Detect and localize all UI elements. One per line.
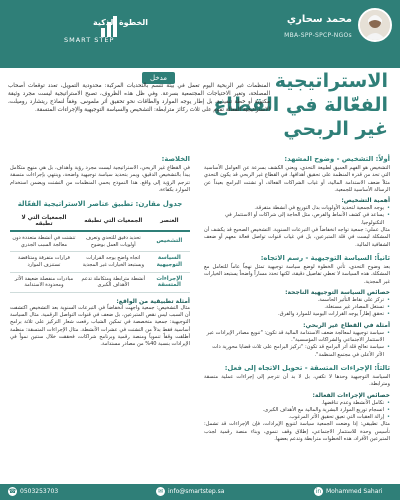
footer-linkedin[interactable]: [314, 487, 383, 496]
intro-paragraph: المنظمات غير الربحية اليوم تعمل في بيئة تتسم بالتحديات المركبة: محدودية التمويل، تعدد توقعات أصحاب المصلحة، وتغير الاحتياجات المجتمعية بسرعة. وفي ظل هذه الظروف، تصبح الاستراتيجية ليست مجرد وثيقة مكتوبة أو خطة تنفيذية، بل إطار يوجه الموارد والطاقات نحو تحقيق أثر ملموس. وفقاً لنماذج ريتشارد روميلت، الاستراتيجية الفعالة تقوم على ثلاث ركائز مترابطة: التشخيص والسياسة التوجيهية والإجراءات المتسقة.: [8, 83, 270, 113]
section-actions-title: ثالثاً: الإجراءات المتسقة - تحويل الاتجاه إلى فعل:: [224, 363, 390, 372]
footer-phone[interactable]: [8, 487, 58, 496]
table-row: [10, 231, 190, 252]
table-cell: أنشطة مترابطة ومتكاملة تدعم الأهداف الكبرى: [78, 272, 149, 292]
section-diagnosis-text: التشخيص هو الفهم العميق لطبيعة التحدي، ويعني الكشف بسرعة عن العوامل الأساسية التي تحد من قدرة المنظمة على تحقيق أهدافها. في القطاع غير الربحي قد يكون التحدي مثلاً ضعف الاستدامة المالية، أو غياب الشراكات الفعالة، أو تشتت البرامج بعيداً عن الرسالة الأساسية للجمعية.: [204, 165, 390, 193]
table-header-row: [10, 212, 190, 231]
phone-icon: ☎: [8, 488, 17, 495]
examples-text: مثال التشخيص: جمعية واجهت انخفاضاً في التبرعات السنوية بعد التشخيص اكتشفت أن السبب ليس نقص المتبرعين، بل ضعف في قنوات التواصل الرقمية. مثال السياسة التوجيهية: جمعية متخصصة في تمكين الشباب رفعت شعار التركيز على ثلاثة برامج أساسية فقط بدلاً من التشتت في عشرات الأنشطة. مثال الإجراءات المتسقة: منظمة أطلقت وقفاً تنموياً ومنصة رقمية وبرنامج شراكات، فحققت خلال سنتين نمواً في الإيرادات بنسبة 40% من مصادر مستدامة.: [10, 304, 190, 348]
actions-bullets: [204, 400, 390, 422]
list-item: • سياسة تعالج قلة أثر البرامج قد تكون: "تركيز البرامج على ثلاث قضايا محورية ذات الأثر الأعلى في مجتمع المنظمة".: [204, 344, 390, 359]
linkedin-icon: in: [315, 488, 322, 495]
conclusion-title: الخلاصة:: [161, 155, 190, 163]
table-cell: تحديد دقيق للتحدي وتعرف أولويات العمل بوضوح: [78, 231, 149, 252]
brand-name-en: SMART STEP: [64, 36, 115, 44]
author-credentials: MBA-SPP-SPCP-NGOs: [284, 32, 352, 39]
table-row: [10, 252, 190, 272]
actions-traits-title: خصائص الإجراءات الفعالة:: [312, 391, 390, 399]
table-header-cell: الجمعيات التي تطبقه: [78, 212, 149, 231]
diagnosis-example: مثال عملي: جمعية تواجه انخفاضاً في التبرعات السنوية. التشخيص الصحيح قد يكشف أن المشكلة ليست في قلة المتبرعين، بل في غياب قنوات تواصل فعالة معهم أو ضعف الشفافية المالية.: [204, 227, 390, 248]
title-line-2: الفعّالة في القطاع: [213, 94, 388, 116]
conclusion-text: في القطاع غير الربحي، الاستراتيجية ليست مجرد رؤية وأهداف، بل هي منهج متكامل يبدأ بالتشخيص الدقيق، ويمر بتحديد سياسة توجيهية واضحة، وينتهي بإجراءات متسقة تترجم الرؤية إلى واقع. هذا النموذج يحمي المنظمات من التشتت ويضمن استخدام الموارد بكفاءة.: [10, 165, 190, 193]
list-item: • يساعد في كشف الأنماط والفرص، مثل الحاجة إلى شراكات أو الاستثمار في التكنولوجيا.: [204, 212, 390, 227]
policy-example-bullets: [204, 330, 390, 359]
comparison-table: [10, 212, 190, 293]
list-item: • انسجام توزيع الموارد البشرية والمالية مع الأهداف الكبرى.: [204, 407, 390, 414]
email-address: info@smartstep.sa: [168, 488, 225, 495]
table-row: [10, 272, 190, 292]
section-policy-title: ثانياً: السياسة التوجيهية - رسم الاتجاه:: [260, 253, 390, 262]
title-line-3: غير الربحي: [283, 118, 388, 140]
footer-email[interactable]: [156, 487, 224, 496]
actions-example: مثال تطبيقي: إذا وضعت الجمعية سياسة لتنويع الإيرادات، فإن الإجراءات قد تشمل: تأسيس وحدة للاستثمار الاجتماعي، إطلاق وقف تنموي، وبناء منصة رقمية لجذب المتبرعين الأفراد، هذه الخطوات مترابطة وتدعم بعضها.: [204, 421, 390, 443]
phone-number: 0503253703: [20, 488, 59, 495]
list-item: • تكامل الأنشطة وعدم تناقضها.: [204, 400, 390, 407]
author-avatar: [358, 8, 392, 42]
list-item: • تحقق إطاراً يوجه القرارات اليومية للموارد والفرق.: [204, 311, 390, 318]
table-cell: تتشتت في أنشطة متعددة دون معالجة السبب الجذري: [10, 231, 78, 252]
linkedin-name: Mohammed Sahari: [326, 488, 383, 495]
policy-traits-title: خصائص السياسة التوجيهية الناجحة:: [285, 288, 390, 296]
title-line-1: الاستراتيجية: [274, 70, 388, 92]
footer-bar: [0, 484, 400, 500]
table-cell: مبادرات منفصلة ضعيفة الأثر ومحدودة الاستدامة: [10, 272, 78, 292]
policy-examples-title: أمثلة في القطاع غير الربحي:: [303, 321, 390, 329]
diagnosis-importance-title: أهمية التشخيص:: [341, 197, 390, 205]
policy-bullets: [204, 297, 390, 319]
section-actions-text: السياسة التوجيهية وحدها لا تكفي، بل لا بد أن تترجم إلى إجراءات عملية متسقة ومترابطة.: [204, 373, 390, 388]
author-name: محمد سحاري: [286, 14, 352, 25]
right-column: [204, 150, 390, 443]
section-tag: مدخل: [142, 72, 175, 84]
section-diagnosis-title: أولاً: التشخيص - وضوح المشهد:: [284, 155, 390, 163]
table-cell: اتجاه واضح يوجه القرارات ويستبعد الخيارات غير المجدية: [78, 252, 149, 272]
list-item: • يوجه الجمعية لتحديد الأولويات بدل التوزيع في أنشطة متفرقة.: [204, 205, 390, 212]
email-icon: ✉: [157, 488, 164, 495]
list-item: • سياسة توجيهية لمعالجة ضعف الاستدامة المالية قد تكون: "تنويع مصادر الإيرادات عبر الاستثمار الاجتماعي والشراكات المؤسسية".: [204, 330, 390, 345]
comparison-table-title: جدول مقارن: تطبيق عناصر الاستراتيجية الفعّالة: [17, 200, 183, 209]
table-header-cell: العنصر: [149, 212, 190, 231]
list-item: • تركز على نقاط التأثير الحاسمة.: [204, 297, 390, 304]
examples-title: أمثلة تطبيقية من الواقع:: [116, 297, 190, 305]
list-item: • تستغل المصادر غير مستغلة.: [204, 304, 390, 311]
table-cell: قرارات متفرقة ومتناقضة تستنزف الموارد: [10, 252, 78, 272]
left-column: [10, 150, 190, 349]
brand-name-ar: الخطوة الذكية: [93, 18, 148, 27]
table-cell: التشخيص: [149, 231, 190, 252]
list-item: • إزالة العقبات التي تعيق تحقيق الأثر المرغوب.: [204, 414, 390, 421]
diagnosis-bullets: [204, 205, 390, 227]
table-cell: الإجراءات المتسقة: [149, 272, 190, 292]
section-policy-text: بعد وضوح التحدي، تأتي الخطوة لوضع سياسة توجيهية تمثل نهجاً عاماً للتعامل مع المشكلة. هذه السياسة لا تعطي تفاصيل دقيقة، لكنها تحدد مساراً واضحاً يستبعد الخيارات غير المجدية.: [204, 263, 390, 285]
table-cell: السياسة التوجيهية: [149, 252, 190, 272]
table-header-cell: الجمعيات التي لا تطبقه: [10, 212, 78, 231]
